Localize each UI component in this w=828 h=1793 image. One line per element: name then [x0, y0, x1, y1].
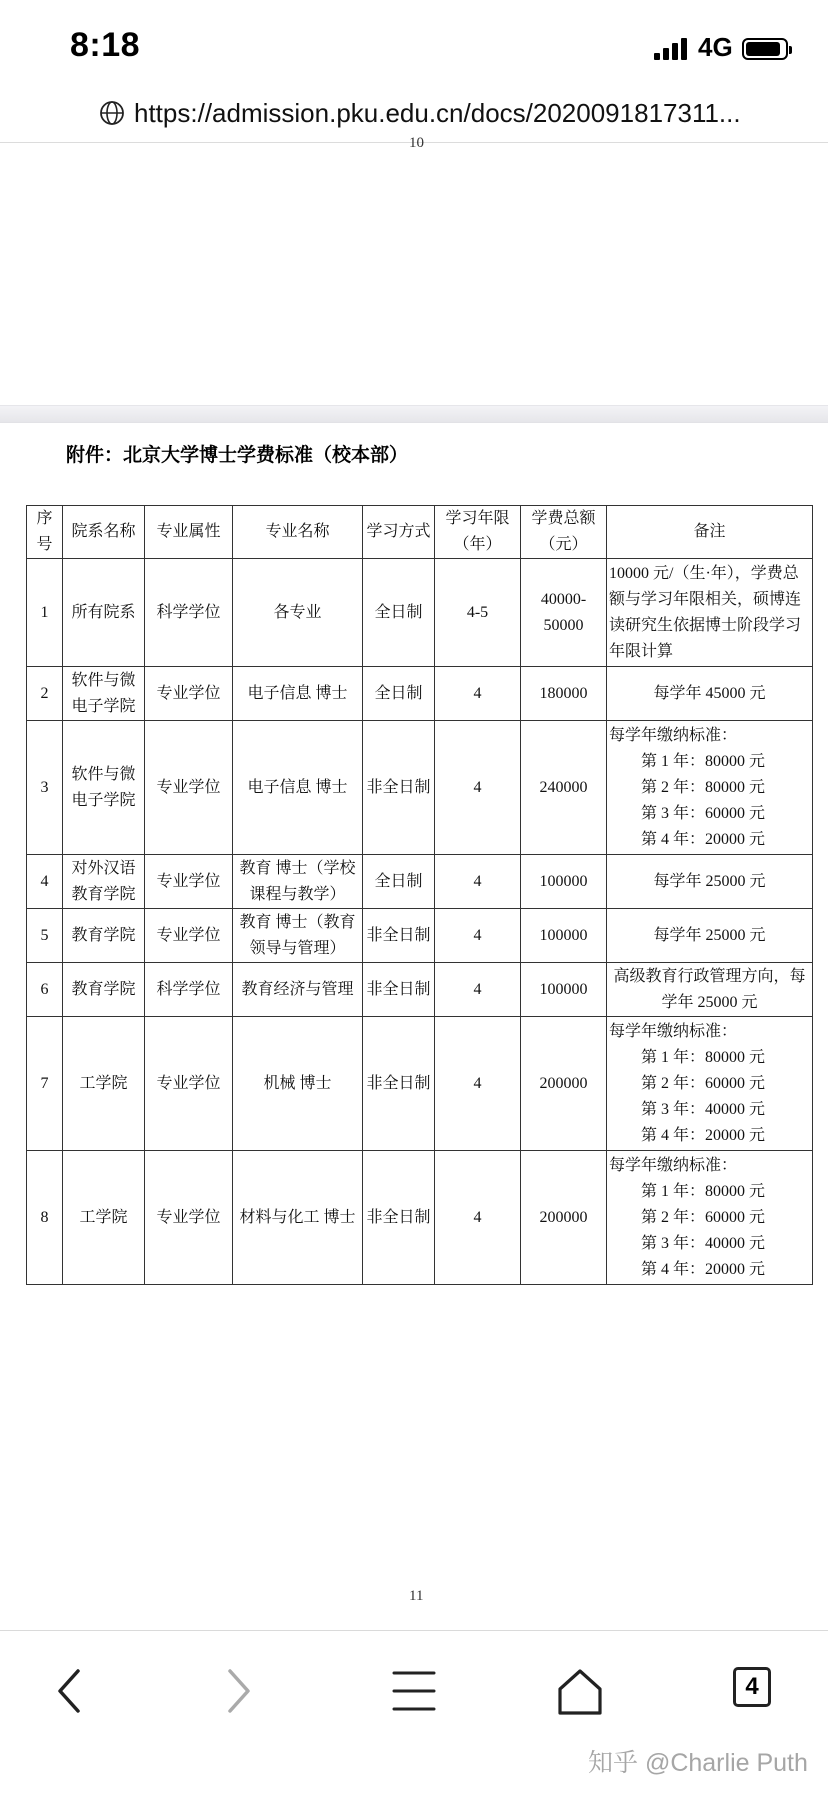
battery-icon: [742, 38, 788, 60]
cell-major: 各专业: [233, 559, 363, 667]
table-row: [27, 1017, 813, 1151]
cell-mode: 全日制: [363, 559, 435, 667]
cell-years: 4: [435, 667, 521, 721]
cell-dept: 所有院系: [63, 559, 145, 667]
cell-mode: 全日制: [363, 667, 435, 721]
col-header-note: 备注: [607, 506, 813, 559]
globe-icon: [99, 100, 125, 126]
page-separator: [0, 405, 828, 423]
cell-dept: 软件与微电子学院: [63, 667, 145, 721]
cell-no: 7: [27, 1017, 63, 1151]
cell-no: 3: [27, 721, 63, 855]
cell-no: 5: [27, 909, 63, 963]
back-arrow-icon[interactable]: [40, 1661, 100, 1721]
pdf-document[interactable]: [0, 135, 828, 1630]
cell-years: 4: [435, 963, 521, 1017]
cell-type: 专业学位: [145, 667, 233, 721]
cell-type: 专业学位: [145, 1017, 233, 1151]
cell-fee: 100000: [521, 855, 607, 909]
cell-mode: 非全日制: [363, 963, 435, 1017]
cell-note: 每学年 45000 元: [607, 667, 813, 721]
fee-table: [26, 505, 813, 1285]
cell-type: 专业学位: [145, 1151, 233, 1285]
cell-mode: 非全日制: [363, 909, 435, 963]
cell-years: 4: [435, 721, 521, 855]
forward-arrow-icon[interactable]: [208, 1661, 268, 1721]
cell-major: 教育 博士（教育领导与管理）: [233, 909, 363, 963]
note-heading: 每学年缴纳标准：: [609, 726, 738, 744]
cell-major: 电子信息 博士: [233, 667, 363, 721]
cell-years: 4: [435, 1151, 521, 1285]
col-header-no: 序号: [27, 506, 63, 559]
table-row: [27, 559, 813, 667]
table-row: [27, 721, 813, 855]
col-header-major: 专业名称: [233, 506, 363, 559]
note-line: 第 4 年：20000 元: [641, 1260, 766, 1278]
home-icon[interactable]: [550, 1661, 610, 1721]
cell-fee: 180000: [521, 667, 607, 721]
cell-major: 教育 博士（学校课程与教学）: [233, 855, 363, 909]
note-line: 第 1 年：80000 元: [641, 1048, 766, 1066]
cell-note: 每学年 25000 元: [607, 855, 813, 909]
cell-no: 8: [27, 1151, 63, 1285]
cell-years: 4: [435, 855, 521, 909]
note-line: 第 3 年：60000 元: [641, 804, 766, 822]
status-bar: [0, 0, 828, 96]
tabs-button[interactable]: 4: [733, 1667, 771, 1707]
note-line: 第 4 年：20000 元: [641, 1126, 766, 1144]
cell-type: 专业学位: [145, 855, 233, 909]
document-title: 附件：北京大学博士学费标准（校本部）: [66, 445, 409, 466]
browser-toolbar: [0, 1630, 828, 1793]
cell-note: [607, 1017, 813, 1151]
cell-type: 专业学位: [145, 909, 233, 963]
col-header-years: 学习年限（年）: [435, 506, 521, 559]
prev-page-number: 10: [409, 135, 424, 151]
note-line: 第 2 年：60000 元: [641, 1074, 766, 1092]
cell-major: 教育经济与管理: [233, 963, 363, 1017]
cell-dept: 工学院: [63, 1017, 145, 1151]
table-row: [27, 667, 813, 721]
menu-icon[interactable]: [384, 1661, 444, 1721]
table-row: [27, 1151, 813, 1285]
cell-mode: 非全日制: [363, 721, 435, 855]
table-header-row: [27, 506, 813, 559]
cell-dept: 工学院: [63, 1151, 145, 1285]
cell-years: 4: [435, 909, 521, 963]
table-row: [27, 909, 813, 963]
col-header-fee: 学费总额（元）: [521, 506, 607, 559]
col-header-dept: 院系名称: [63, 506, 145, 559]
cell-type: 科学学位: [145, 559, 233, 667]
table-row: [27, 963, 813, 1017]
cell-type: 专业学位: [145, 721, 233, 855]
cell-no: 4: [27, 855, 63, 909]
cell-no: 6: [27, 963, 63, 1017]
note-line: 第 3 年：40000 元: [641, 1100, 766, 1118]
status-time: 8:18: [70, 26, 141, 64]
cell-note: 10000 元/（生·年），学费总额与学习年限相关，硕博连读研究生依据博士阶段学习年限计算: [607, 559, 813, 667]
cell-years: 4-5: [435, 559, 521, 667]
note-line: 第 1 年：80000 元: [641, 1182, 766, 1200]
cell-dept: 教育学院: [63, 963, 145, 1017]
note-heading: 每学年缴纳标准：: [609, 1156, 738, 1174]
network-type: 4G: [698, 32, 733, 62]
cell-fee: 40000-50000: [521, 559, 607, 667]
cell-no: 2: [27, 667, 63, 721]
note-line: 第 3 年：40000 元: [641, 1234, 766, 1252]
url-text[interactable]: https://admission.pku.edu.cn/docs/2020091817311...: [134, 98, 741, 128]
cell-years: 4: [435, 1017, 521, 1151]
page-number: 11: [409, 1588, 424, 1604]
cell-dept: 教育学院: [63, 909, 145, 963]
watermark: 知乎 @Charlie Puth: [588, 1749, 808, 1777]
cell-type: 科学学位: [145, 963, 233, 1017]
cell-major: 机械 博士: [233, 1017, 363, 1151]
cell-dept: 对外汉语教育学院: [63, 855, 145, 909]
cell-mode: 全日制: [363, 855, 435, 909]
cell-dept: 软件与微电子学院: [63, 721, 145, 855]
note-line: 第 1 年：80000 元: [641, 752, 766, 770]
cell-no: 1: [27, 559, 63, 667]
col-header-mode: 学习方式: [363, 506, 435, 559]
cell-fee: 100000: [521, 909, 607, 963]
cell-fee: 200000: [521, 1151, 607, 1285]
cell-note: [607, 1151, 813, 1285]
note-line: 第 2 年：60000 元: [641, 1208, 766, 1226]
cell-major: 材料与化工 博士: [233, 1151, 363, 1285]
note-line: 第 2 年：80000 元: [641, 778, 766, 796]
col-header-type: 专业属性: [145, 506, 233, 559]
cell-mode: 非全日制: [363, 1151, 435, 1285]
cell-major: 电子信息 博士: [233, 721, 363, 855]
table-row: [27, 855, 813, 909]
battery-level: [746, 42, 780, 56]
cell-fee: 200000: [521, 1017, 607, 1151]
cell-fee: 100000: [521, 963, 607, 1017]
cell-note: 每学年 25000 元: [607, 909, 813, 963]
cell-fee: 240000: [521, 721, 607, 855]
cellular-signal-icon: [654, 38, 688, 60]
note-line: 第 4 年：20000 元: [641, 830, 766, 848]
cell-note: 高级教育行政管理方向，每学年 25000 元: [607, 963, 813, 1017]
cell-note: [607, 721, 813, 855]
cell-mode: 非全日制: [363, 1017, 435, 1151]
note-heading: 每学年缴纳标准：: [609, 1022, 738, 1040]
